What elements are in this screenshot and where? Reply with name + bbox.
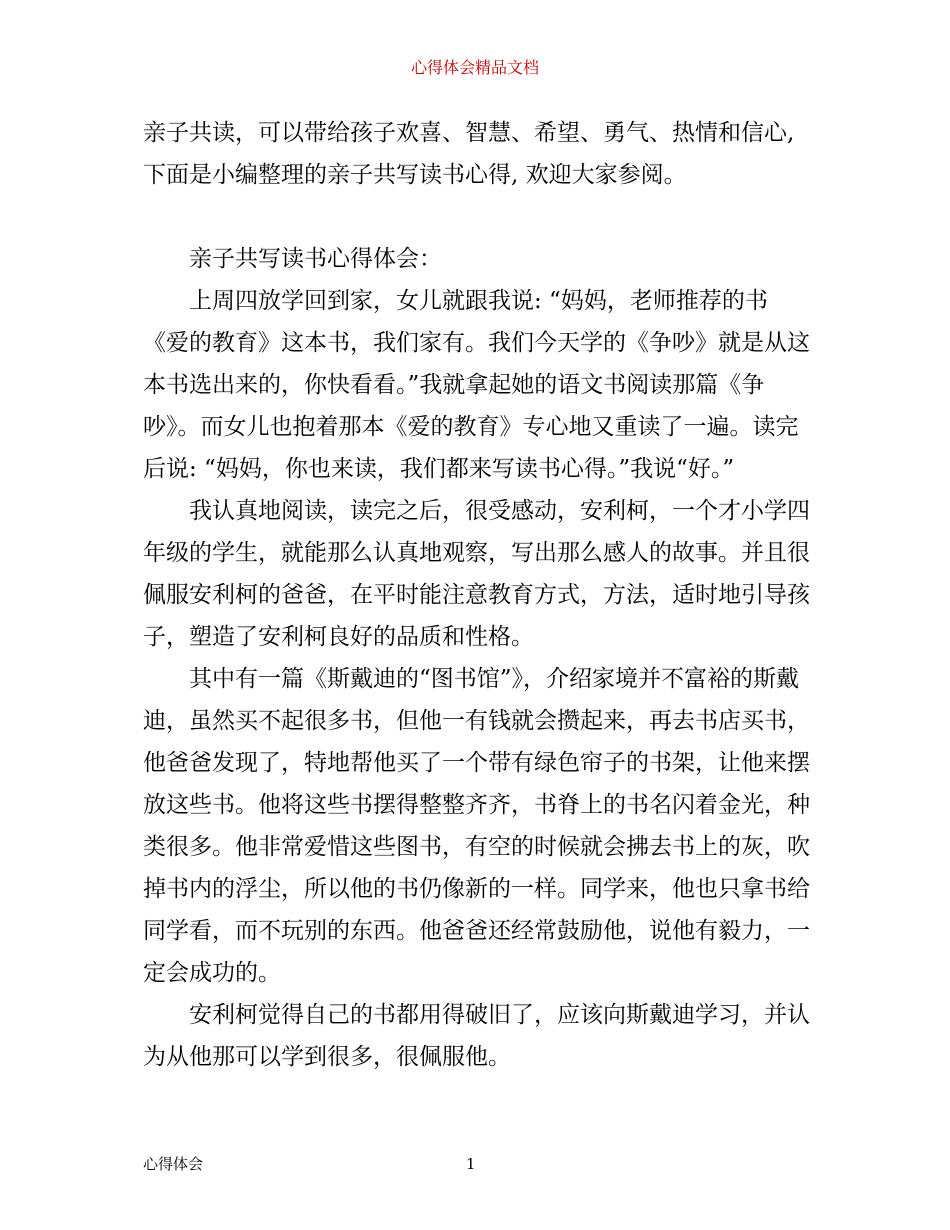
body-paragraph-4: 安利柯觉得自己的书都用得破旧了，应该向斯戴迪学习，并认为从他那可以学到很多，很佩服他。 (143, 1002, 810, 1070)
footer-label: 心得体会 (143, 1155, 204, 1173)
body-paragraph-1: 上周四放学回到家，女儿就跟我说: “妈妈，老师推荐的书《爱的教育》这本书，我们家有。我们今天学的《争吵》就是从这本书选出来的，你快看看。”我就拿起她的语文书阅读那篇《争吵》。而女儿也抱着那本《爱的教育》专心地又重读了一遍。读完后说: “妈妈，你也来读，我们都来写读书心得。”我说“好。” (143, 288, 810, 482)
intro-paragraph: 亲子共读，可以带给孩子欢喜、智慧、希望、勇气、热情和信心, 下面是小编整理的亲子共写读书心得, 欢迎大家参阅。 (143, 120, 795, 188)
document-header-title: 心得体会精品文档 (410, 58, 539, 77)
document-body (143, 112, 813, 1078)
body-paragraph-3: 其中有一篇《斯戴迪的“图书馆”》，介绍家境并不富裕的斯戴迪，虽然买不起很多书，但他一有钱就会攒起来，再去书店买书，他爸爸发现了，特地帮他买了一个带有绿色帘子的书架，让他来摆放这些书。他将这些书摆得整整齐齐，书脊上的书名闪着金光，种类很多。他非常爱惜这些图书，有空的时候就会拂去书上的灰，吹掉书内的浮尘，所以他的书仍像新的一样。同学来，他也只拿书给同学看，而不玩别的东西。他爸爸还经常鼓励他，说他有毅力，一定会成功的。 (143, 666, 810, 986)
body-paragraph-2: 我认真地阅读，读完之后，很受感动，安利柯，一个才小学四年级的学生，就能那么认真地观察，写出那么感人的故事。并且很佩服安利柯的爸爸，在平时能注意教育方式，方法，适时地引导孩子，塑造了安利柯良好的品质和性格。 (143, 498, 810, 650)
page-number: 1 (466, 1155, 476, 1173)
section-heading: 亲子共写读书心得体会： (189, 246, 442, 272)
paragraph-spacer (143, 196, 813, 238)
